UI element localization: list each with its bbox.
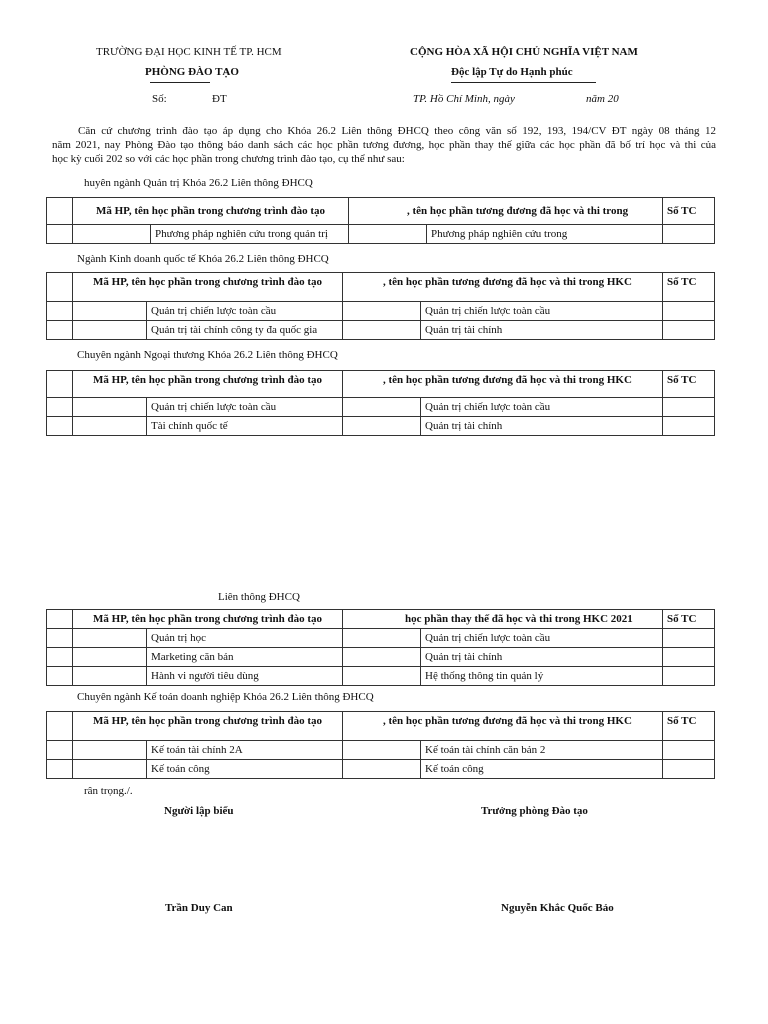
motto-underline [451, 82, 596, 83]
table-row [47, 225, 715, 244]
header-cell [47, 273, 73, 302]
table-cell: Quản trị tài chính [421, 321, 663, 340]
national-title: CỘNG HÒA XÃ HỘI CHỦ NGHĨA VIỆT NAM [410, 46, 638, 58]
table-cell: Kế toán công [421, 760, 663, 779]
table-cell [663, 760, 715, 779]
header-cell: Số TC [663, 712, 715, 741]
table-cell [47, 398, 73, 417]
course-table [46, 609, 715, 686]
table-cell: Hành vi người tiêu dùng [147, 667, 343, 686]
header-cell: , tên học phần tương đương đã học và thi trong [349, 198, 663, 225]
table-header-row [47, 610, 715, 629]
table-cell [73, 667, 147, 686]
left-signer-name: Trần Duy Can [165, 902, 233, 914]
section-title: Liên thông ĐHCQ [218, 591, 300, 603]
table-row [47, 302, 715, 321]
table-row [47, 629, 715, 648]
table-row [47, 741, 715, 760]
table-header-row [47, 273, 715, 302]
table-cell: Kế toán công [147, 760, 343, 779]
table-cell [47, 302, 73, 321]
table-row [47, 667, 715, 686]
table-cell [73, 302, 147, 321]
table-cell: Quản trị tài chính [421, 417, 663, 436]
header-cell: Số TC [663, 273, 715, 302]
header-cell [47, 371, 73, 398]
header-cell: Mã HP, tên học phần trong chương trình đào tạo [73, 712, 343, 741]
table-cell: Quản trị học [147, 629, 343, 648]
table-cell [73, 321, 147, 340]
course-table [46, 711, 715, 779]
document-number-label: Số: [152, 93, 167, 105]
header-cell: Mã HP, tên học phần trong chương trình đào tạo [73, 273, 343, 302]
table-cell: Quản trị tài chính [421, 648, 663, 667]
table-cell [663, 398, 715, 417]
table-header-row [47, 198, 715, 225]
national-motto: Độc lập Tự do Hạnh phúc [451, 66, 573, 78]
table-cell [73, 225, 151, 244]
table-cell [343, 321, 421, 340]
table-cell [47, 760, 73, 779]
course-table [46, 370, 715, 436]
table-cell: Quản trị chiến lược toàn cầu [147, 398, 343, 417]
section-title: Chuyên ngành Kế toán doanh nghiệp Khóa 26.2 Liên thông ĐHCQ [77, 691, 374, 703]
section-title: Ngành Kinh doanh quốc tế Khóa 26.2 Liên thông ĐHCQ [77, 253, 329, 265]
header-cell: Mã HP, tên học phần trong chương trình đào tạo [73, 610, 343, 629]
table-cell [73, 741, 147, 760]
table-cell: Quản trị chiến lược toàn cầu [421, 302, 663, 321]
header-cell: Mã HP, tên học phần trong chương trình đào tạo [73, 198, 349, 225]
intro-line-2: năm 2021, nay Phòng Đào tạo thông báo danh sách các học phần tương đương, học phần thay thế giữa các học phần đã bố trí học và thi của [52, 139, 716, 151]
table-cell [663, 648, 715, 667]
table-cell [663, 302, 715, 321]
table-cell: Hệ thống thông tin quản lý [421, 667, 663, 686]
table-cell [663, 629, 715, 648]
school-name: TRƯỜNG ĐẠI HỌC KINH TẾ TP. HCM [96, 46, 282, 58]
header-cell: Số TC [663, 371, 715, 398]
table-cell [47, 417, 73, 436]
table-cell [73, 760, 147, 779]
table-cell [73, 398, 147, 417]
table-cell [47, 648, 73, 667]
table-cell [47, 225, 73, 244]
table-cell [349, 225, 427, 244]
header-cell: học phần thay thế đã học và thi trong HKC 2021 [343, 610, 663, 629]
table-cell [343, 648, 421, 667]
header-cell [47, 198, 73, 225]
header-cell: Số TC [663, 198, 715, 225]
table-cell [343, 417, 421, 436]
table-cell [343, 667, 421, 686]
table-cell [343, 760, 421, 779]
table-cell [343, 629, 421, 648]
course-table [46, 272, 715, 340]
table-header-row [47, 712, 715, 741]
header-cell: Số TC [663, 610, 715, 629]
table-row [47, 321, 715, 340]
department-name: PHÒNG ĐÀO TẠO [145, 66, 239, 78]
table-cell: Quản trị tài chính công ty đa quốc gia [147, 321, 343, 340]
right-signer-name: Nguyễn Khắc Quốc Bảo [501, 902, 614, 914]
header-cell: , tên học phần tương đương đã học và thi trong HKC [343, 371, 663, 398]
table-cell: Kế toán tài chính 2A [147, 741, 343, 760]
section-title: huyên ngành Quản trị Khóa 26.2 Liên thông ĐHCQ [84, 177, 313, 189]
table-cell [47, 629, 73, 648]
table-cell [343, 398, 421, 417]
header-cell [47, 610, 73, 629]
table-cell: Marketing căn bản [147, 648, 343, 667]
table-cell: Quản trị chiến lược toàn cầu [421, 398, 663, 417]
table-cell [663, 417, 715, 436]
table-cell [73, 629, 147, 648]
table-row [47, 648, 715, 667]
intro-paragraph [52, 124, 716, 166]
intro-line-1: Căn cứ chương trình đào tạo áp dụng cho Khóa 26.2 Liên thông ĐHCQ theo công văn số 192, 193, 194/CV ĐT ngày 08 tháng 12 [78, 125, 716, 137]
right-signature-title: Trưởng phòng Đào tạo [481, 805, 588, 817]
table-cell [343, 302, 421, 321]
table-cell [47, 321, 73, 340]
table-cell [663, 321, 715, 340]
date-year: năm 20 [586, 93, 619, 105]
table-row [47, 760, 715, 779]
table-header-row [47, 371, 715, 398]
closing-text: rân trọng./. [84, 785, 133, 797]
table-cell [663, 741, 715, 760]
header-cell: , tên học phần tương đương đã học và thi trong HKC [343, 712, 663, 741]
intro-line-3: học kỳ cuối 202 so với các học phần trong chương trình đào tạo, cụ thể như sau: [52, 153, 405, 165]
table-cell: Quản trị chiến lược toàn cầu [421, 629, 663, 648]
table-cell: Tài chính quốc tế [147, 417, 343, 436]
table-cell: Kế toán tài chính căn bản 2 [421, 741, 663, 760]
table-cell: Phương pháp nghiên cứu trong quản trị [151, 225, 349, 244]
table-cell [663, 225, 715, 244]
header-cell [47, 712, 73, 741]
section-title: Chuyên ngành Ngoại thương Khóa 26.2 Liên thông ĐHCQ [77, 349, 338, 361]
table-cell [73, 648, 147, 667]
table-cell [73, 417, 147, 436]
document-number-suffix: ĐT [212, 93, 227, 105]
table-cell: Phương pháp nghiên cứu trong [427, 225, 663, 244]
table-cell: Quản trị chiến lược toàn cầu [147, 302, 343, 321]
course-table [46, 197, 715, 244]
left-signature-title: Người lập biểu [164, 805, 234, 817]
place-date: TP. Hồ Chí Minh, ngày [413, 93, 515, 105]
table-cell [47, 741, 73, 760]
table-cell [663, 667, 715, 686]
header-cell: , tên học phần tương đương đã học và thi trong HKC [343, 273, 663, 302]
table-cell [343, 741, 421, 760]
department-underline [150, 82, 210, 83]
header-cell: Mã HP, tên học phần trong chương trình đào tạo [73, 371, 343, 398]
table-row [47, 398, 715, 417]
table-cell [47, 667, 73, 686]
table-row [47, 417, 715, 436]
